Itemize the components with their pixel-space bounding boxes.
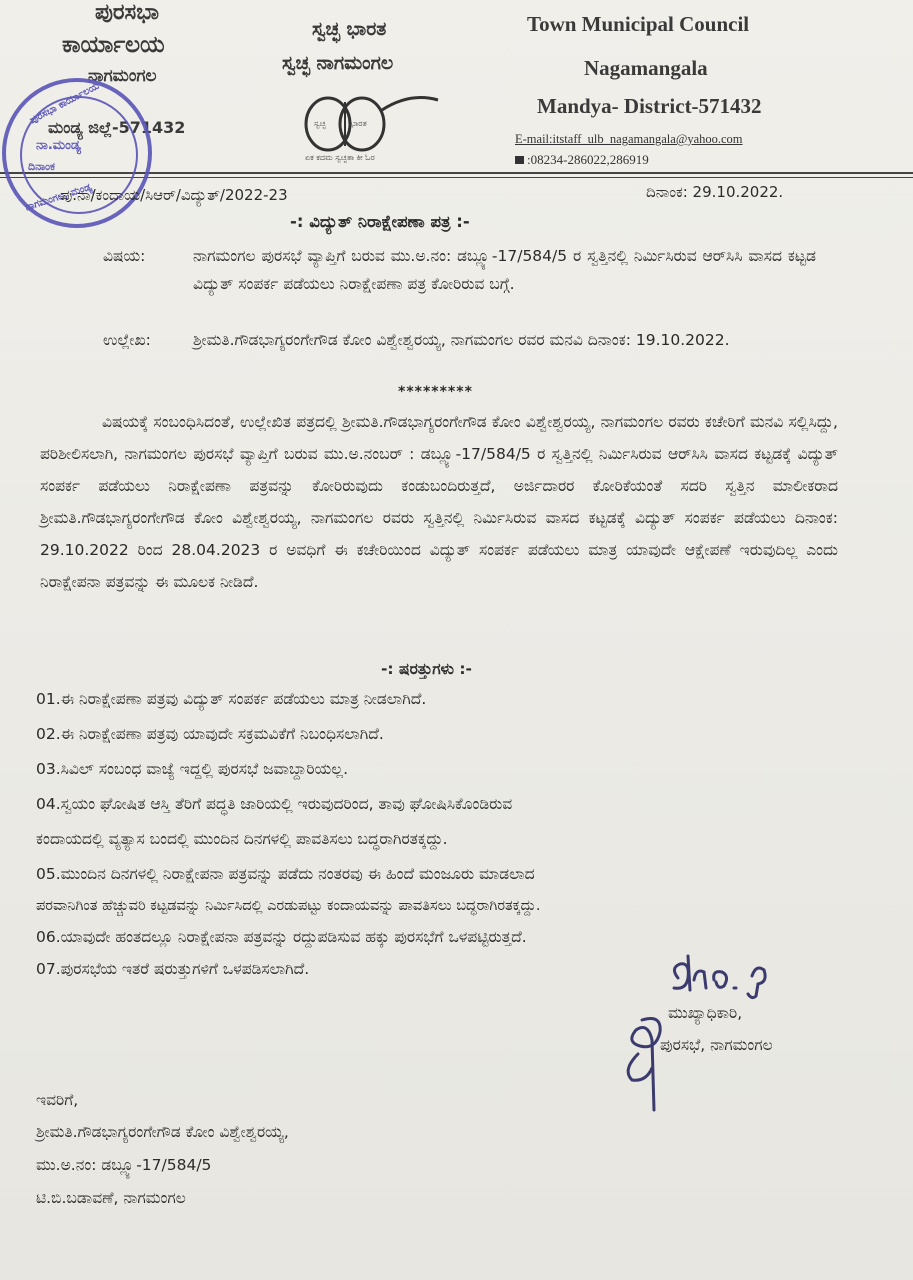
- header-en-line2: Nagamangala: [584, 56, 708, 80]
- header-phone-row: [515, 152, 649, 168]
- condition-04: 04.ಸ್ವಯಂ ಘೋಷಿತ ಆಸ್ತಿ ತೆರಿಗೆ ಪದ್ಧತಿ ಜಾರಿಯಲ್ಲಿ ಇರುವುದರಿಂದ, ತಾವು ಘೋಷಿಸಿಕೊಂಡಿರುವ: [36, 795, 513, 813]
- seal-outer-text: ಪುರಸಭಾ ಕಾರ್ಯಾಲಯ: [27, 80, 102, 127]
- recipient-property-no: ಮು.ಅ.ನಂ: ಡಬ್ಲ್ಯೂ-17/584/5: [36, 1156, 212, 1174]
- document-title: -: ವಿದ್ಯುತ್ ನಿರಾಕ್ಷೇಪಣಾ ಪತ್ರ :-: [290, 212, 470, 231]
- condition-02: 02.ಈ ನಿರಾಕ್ಷೇಪಣಾ ಪತ್ರವು ಯಾವುದೇ ಸಕ್ರಮವಿಕೆಗೆ ನಿಬಂಧಿಸಲಾಗಿದೆ.: [36, 725, 384, 743]
- seal-bottom-text: ನಾಗಮಂಗಲ, ಮಂಡ್ಯ: [23, 181, 94, 214]
- logo-left-text: ಸ್ವಚ್ಛ: [314, 119, 326, 128]
- logo-right-text: ಭಾರತ: [350, 119, 367, 128]
- header-kn-pin: ಮಂಡ್ಯ ಜಿಲ್ಲೆ-571432: [48, 118, 186, 137]
- seal-middle-text: ನಾ.ಮಂಡ್ಯ: [36, 138, 81, 153]
- recipient-to-label: ಇವರಿಗೆ,: [36, 1091, 79, 1109]
- header-kn-line3: ನಾಗಮಂಗಲ: [88, 66, 157, 86]
- signatory-title: ಮುಖ್ಯಾಧಿಕಾರಿ,: [668, 1004, 743, 1022]
- body-paragraph: ವಿಷಯಕ್ಕೆ ಸಂಬಂಧಿಸಿದಂತೆ, ಉಲ್ಲೇಖಿತ ಪತ್ರದಲ್ಲಿ ಶ್ರೀಮತಿ.ಗೌಡಭಾಗ್ಯರಂಗೇಗೌಡ ಕೋಂ ವಿಶ್ವೇಶ್ವರಯ್ಯ, ನಾಗಮಂಗಲ ರವರು ಕಚೇರಿಗೆ ಮನವಿ ಸಲ್ಲಿಸಿದ್ದು, ಪರಿಶೀಲಿಸಲಾಗಿ, ನಾಗಮಂಗಲ ಪುರಸಭೆ ವ್ಯಾಪ್ತಿಗೆ ಬರುವ ಮು.ಅ.ನಂಬರ್ : ಡಬ್ಲ್ಯೂ-17/584/5 ರ ಸ್ವತ್ತಿನಲ್ಲಿ ನಿರ್ಮಿಸಿರುವ ಆರ್‌ಸಿಸಿ ವಾಸದ ಕಟ್ಟಡಕ್ಕೆ ವಿದ್ಯುತ್ ಸಂಪರ್ಕ ಪಡೆಯಲು ನಿರಾಕ್ಷೇಪಣಾ ಪತ್ರವನ್ನು ಕೋರಿರುವುದು ಕಂಡುಬಂದಿರುತ್ತದೆ, ಅರ್ಜಿದಾರರ ಕೋರಿಕೆಯಂತೆ ಸದರಿ ಸ್ವತ್ತಿನ ಮಾಲೀಕರಾದ ಶ್ರೀಮತಿ.ಗೌಡಭಾಗ್ಯರಂಗೇಗೌಡ ಕೋಂ ವಿಶ್ವೇಶ್ವರಯ್ಯ, ನಾಗಮಂಗಲ ರವರು ಸ್ವತ್ತಿನಲ್ಲಿ ನಿರ್ಮಿಸಿರುವ ವಾಸದ ಕಟ್ಟಡಕ್ಕೆ ವಿದ್ಯುತ್ ಸಂಪರ್ಕ ಪಡೆಯಲು ದಿನಾಂಕ: 29.10.2022 ರಿಂದ 28.04.2023 ರ ಅವಧಿಗೆ ಈ ಕಚೇರಿಯಿಂದ ವಿದ್ಯುತ್ ಸಂಪರ್ಕ ಪಡೆಯಲು ಮಾತ್ರ ಯಾವುದೇ ಆಕ್ಷೇಪಣೆ ಇರುವುದಿಲ್ಲ ಎಂದು ನಿರಾಕ್ಷೇಪನಾ ಪತ್ರವನ್ನು ಈ ಮೂಲಕ ನೀಡಿದೆ.: [40, 413, 838, 591]
- signature-bottom-icon: [612, 1010, 682, 1120]
- condition-06: 06.ಯಾವುದೇ ಹಂತದಲ್ಲೂ ನಿರಾಕ್ಷೇಪನಾ ಪತ್ರವನ್ನು ರದ್ದುಪಡಿಸುವ ಹಕ್ಕು ಪುರಸಭೆಗೆ ಒಳಪಟ್ಟಿರುತ್ತದೆ.: [36, 928, 527, 946]
- header-kn-line2: ಕಾರ್ಯಾಲಯ: [62, 32, 165, 58]
- signature-top-icon: [660, 948, 830, 1000]
- official-seal: [2, 78, 152, 228]
- condition-07: 07.ಪುರಸಭೆಯ ಇತರೆ ಷರುತ್ತುಗಳಿಗೆ ಒಳಪಡಿಸಲಾಗಿದೆ.: [36, 960, 310, 978]
- header-en-line3: Mandya- District-571432: [537, 94, 762, 118]
- condition-05-cont: ಪರವಾನಿಗಿಂತ ಹೆಚ್ಚುವರಿ ಕಟ್ಟಡವನ್ನು ನಿರ್ಮಿಸಿದಲ್ಲಿ ಎರಡುಪಟ್ಟು ಕಂದಾಯವನ್ನು ಪಾವತಿಸಲು ಬದ್ಧರಾಗಿರತಕ್ಕದ್ದು.: [36, 898, 541, 914]
- header-phone: :08234-286022,286919: [527, 152, 649, 167]
- separator-stars: *********: [398, 384, 473, 400]
- reference-text: ಶ್ರೀಮತಿ.ಗೌಡಭಾಗ್ಯರಂಗೇಗೌಡ ಕೋಂ ವಿಶ್ವೇಶ್ವರಯ್ಯ, ನಾಗಮಂಗಲ ರವರ ಮನವಿ ದಿನಾಂಕ: 19.10.2022.: [193, 331, 730, 349]
- reference-number: ಪು.ನಾ/ಕಂದಾಯ/ಸಿಆರ್/ವಿದ್ಯುತ್/2022-23: [60, 186, 288, 204]
- signatory-office: ಪುರಸಭೆ, ನಾಗಮಂಗಲ: [660, 1036, 773, 1054]
- reference-label: ಉಲ್ಲೇಖ:: [103, 331, 151, 349]
- conditions-title: -: ಷರತ್ತುಗಳು :-: [381, 660, 472, 678]
- logo-caption: ಏಕ ಕದಮ ಸ್ವಚ್ಛತಾ ಕೀ ಓರ: [305, 153, 375, 162]
- seal-date-label: ದಿನಾಂಕ: [28, 160, 55, 173]
- swachh-line2: ಸ್ವಚ್ಛ ನಾಗಮಂಗಲ: [282, 52, 394, 74]
- document-date: ದಿನಾಂಕ: 29.10.2022.: [646, 183, 784, 201]
- condition-04-cont: ಕಂದಾಯದಲ್ಲಿ ವ್ಯತ್ಯಾಸ ಬಂದಲ್ಲಿ ಮುಂದಿನ ದಿನಗಳಲ್ಲಿ ಪಾವತಿಸಲು ಬದ್ಧರಾಗಿರತಕ್ಕದ್ದು.: [36, 830, 448, 848]
- subject-text: ನಾಗಮಂಗಲ ಪುರಸಭೆ ವ್ಯಾಪ್ತಿಗೆ ಬರುವ ಮು.ಅ.ನಂ: ಡಬ್ಲ್ಯೂ-17/584/5 ರ ಸ್ವತ್ತಿನಲ್ಲಿ ನಿರ್ಮಿಸಿರುವ ಆರ್‌ಸಿಸಿ ವಾಸದ ಕಟ್ಟಡ ವಿದ್ಯುತ್ ಸಂಪರ್ಕ ಪಡೆಯಲು ನಿರಾಕ್ಷೇಪಣಾ ಪತ್ರ ಕೋರಿರುವ ಬಗ್ಗೆ.: [193, 247, 816, 293]
- condition-05: 05.ಮುಂದಿನ ದಿನಗಳಲ್ಲಿ ನಿರಾಕ್ಷೇಪನಾ ಪತ್ರವನ್ನು ಪಡೆದು ನಂತರವು ಈ ಹಿಂದೆ ಮಂಜೂರು ಮಾಡಲಾದ: [36, 865, 535, 883]
- subject-label: ವಿಷಯ:: [103, 247, 146, 265]
- condition-01: 01.ಈ ನಿರಾಕ್ಷೇಪಣಾ ಪತ್ರವು ವಿದ್ಯುತ್ ಸಂಪರ್ಕ ಪಡೆಯಲು ಮಾತ್ರ ನೀಡಲಾಗಿದೆ.: [36, 690, 427, 708]
- condition-03: 03.ಸಿವಿಲ್ ಸಂಬಂಧ ವಾಜ್ಯೆ ಇದ್ದಲ್ಲಿ ಪುರಸಭೆ ಜವಾಬ್ದಾರಿಯಲ್ಲ.: [36, 760, 349, 778]
- phone-icon: [515, 156, 524, 164]
- header-kn-line1: ಪುರಸಭಾ: [95, 0, 160, 25]
- header-en-line1: Town Municipal Council: [527, 12, 750, 36]
- recipient-name: ಶ್ರೀಮತಿ.ಗೌಡಭಾಗ್ಯರಂಗೇಗೌಡ ಕೋಂ ವಿಶ್ವೇಶ್ವರಯ್ಯ,: [36, 1123, 289, 1141]
- recipient-address: ಟಿ.ಬಿ.ಬಡಾವಣೆ, ನಾಗಮಂಗಲ: [36, 1189, 186, 1207]
- swachh-line1: ಸ್ವಚ್ಛ ಭಾರತ: [312, 18, 387, 40]
- header-email: E-mail:itstaff_ulb_nagamangala@yahoo.com: [515, 132, 743, 146]
